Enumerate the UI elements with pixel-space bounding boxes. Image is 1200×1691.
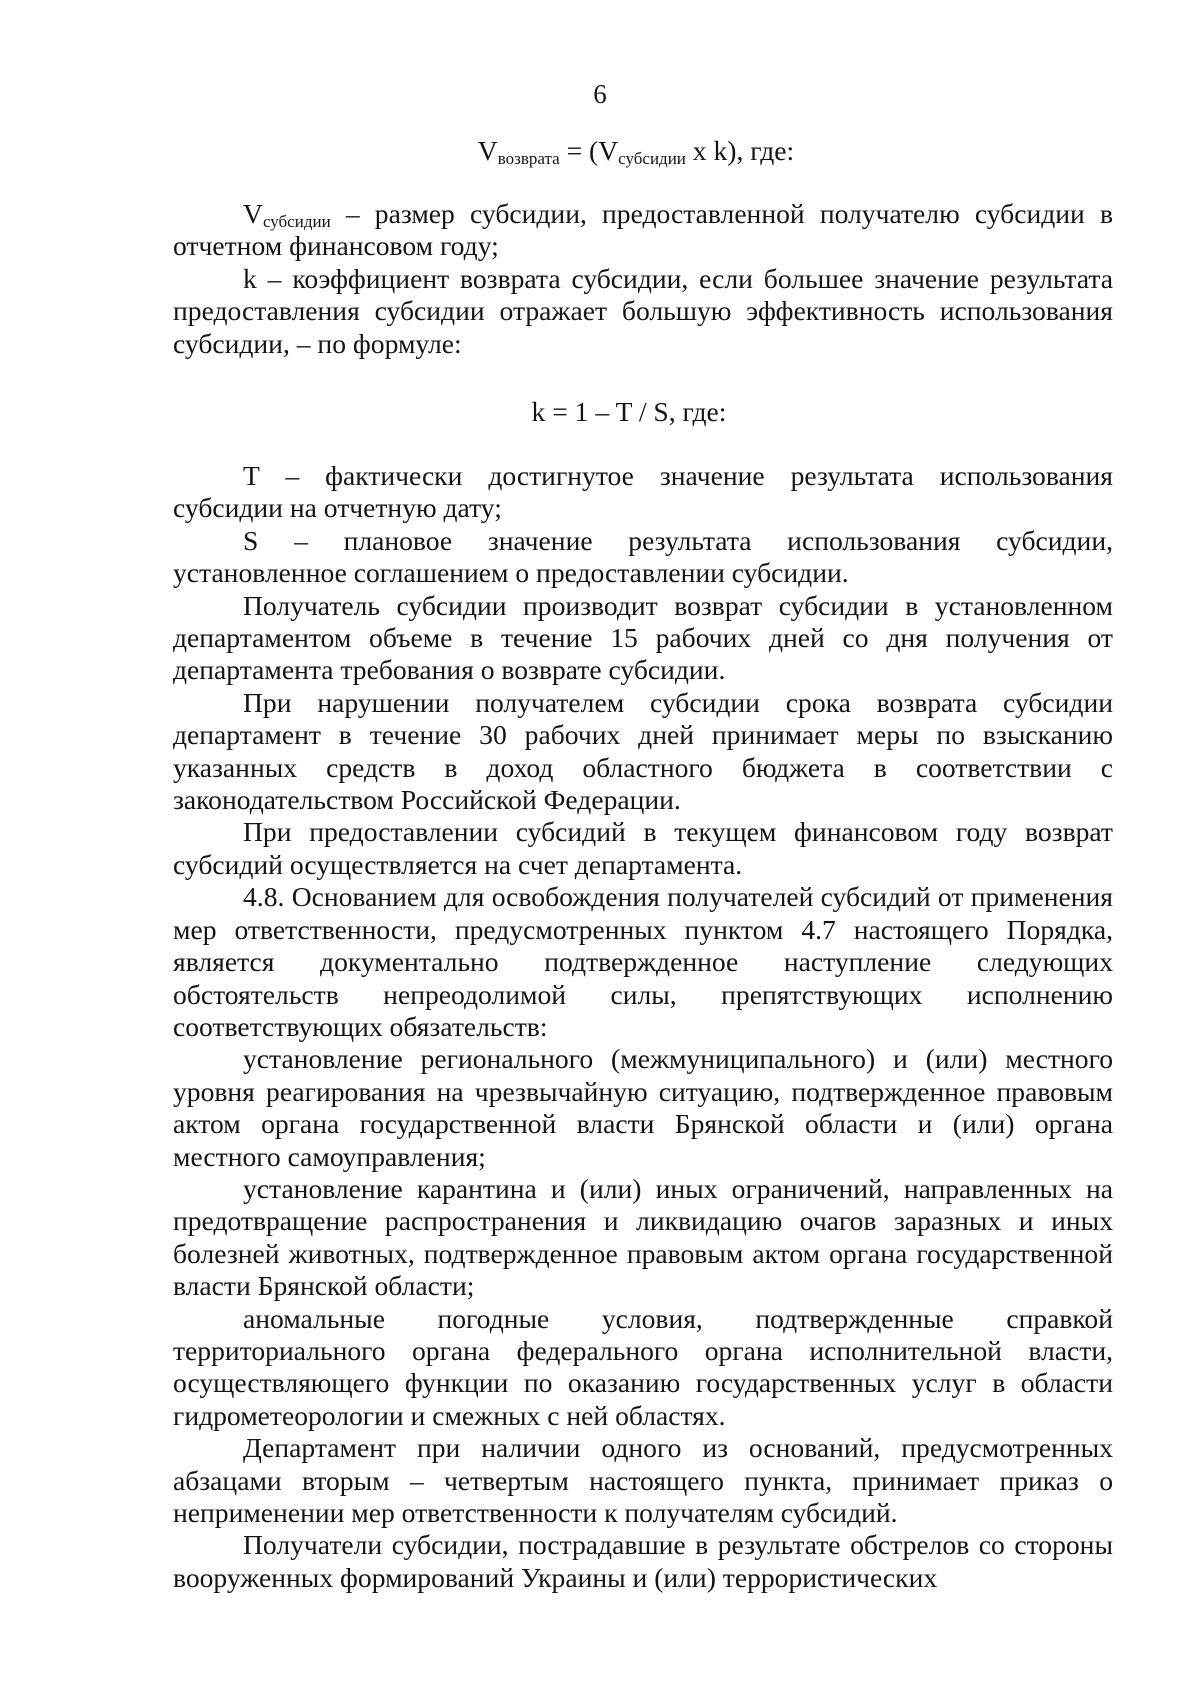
formula-subsidy-subscript: субсидии	[618, 149, 686, 168]
body-text	[173, 460, 1113, 1594]
definition-symbol: V	[243, 198, 263, 229]
paragraph-violation: При нарушении получателем субсидии срока возврата субсидии департамент в течение 30 рабочих дней принимает меры по взысканию указанных средств в доход областного бюджета в соответствии с законодательством Российской Федерации.	[173, 686, 1113, 816]
paragraph-quarantine: установление карантина и (или) иных ограничений, направленных на предотвращение распространения и ликвидацию очагов заразных и иных болезней животных, подтвержденное правовым актом органа государственной власти Брянской области;	[173, 1172, 1113, 1302]
definitions-block	[173, 198, 1113, 360]
paragraph-affected-recipients: Получатели субсидии, пострадавшие в результате обстрелов со стороны вооруженных формирований Украины и (или) террористических	[173, 1529, 1113, 1593]
formula-v-symbol: V	[477, 135, 498, 166]
paragraph-return-term: Получатель субсидии производит возврат субсидии в установленном департаментом объеме в течение 15 рабочих дней со дня получения от департамента требования о возврате субсидии.	[173, 589, 1113, 686]
paragraph-department-order: Департамент при наличии одного из оснований, предусмотренных абзацами вторым – четвертым настоящего пункта, принимает приказ о неприменении мер ответственности к получателям субсидий.	[173, 1432, 1113, 1528]
formula-equals-open: = (V	[559, 135, 619, 166]
definition-v-subsidy	[173, 198, 1113, 263]
formula-tail: x k), где:	[685, 135, 795, 166]
return-volume-formula	[72, 135, 1200, 167]
page-number: 6	[593, 79, 607, 109]
definition-text: k – коэффициент возврата субсидии, если большее значение результата предоставления субсидии отражает большую эффективность использования субсидии, – по формуле:	[173, 262, 1113, 359]
paragraph-emergency: установление регионального (межмуниципального) и (или) местного уровня реагирования на чрезвычайную ситуацию, подтвержденное правовым актом органа государственной власти Брянской области и (или) органа местного самоуправления;	[173, 1043, 1113, 1172]
paragraph-weather: аномальные погодные условия, подтвержденные справкой территориального органа федерального органа исполнительной власти, осуществляющего функции по оказанию государственных услуг в области гидрометеорологии и смежных с ней областях.	[173, 1302, 1113, 1431]
definition-text: – размер субсидии, предоставленной получателю субсидии в отчетном финансовом году;	[173, 198, 1113, 262]
paragraph-s-definition: S – плановое значение результата использования субсидии, установленное соглашением о предоставлении субсидии.	[173, 524, 1113, 589]
paragraph-section-4-8: 4.8. Основанием для освобождения получателей субсидий от применения мер ответственности, предусмотренных пунктом 4.7 настоящего Порядка, является документально подтвержденное наступление следующих обстоятельств непреодолимой силы, препятствующих исполнению соответствующих обязательств:	[173, 881, 1113, 1042]
paragraph-t-definition: T – фактически достигнутое значение результата использования субсидии на отчетную дату;	[173, 460, 1113, 524]
definition-subscript: субсидии	[262, 212, 331, 231]
definition-k	[173, 263, 1113, 360]
formula-v-subscript: возврата	[497, 149, 560, 168]
paragraph-current-year: При предоставлении субсидий в текущем финансовом году возврат субсидий осуществляется на счет департамента.	[173, 816, 1113, 880]
k-coefficient-formula: k = 1 – T / S, где:	[531, 396, 727, 427]
